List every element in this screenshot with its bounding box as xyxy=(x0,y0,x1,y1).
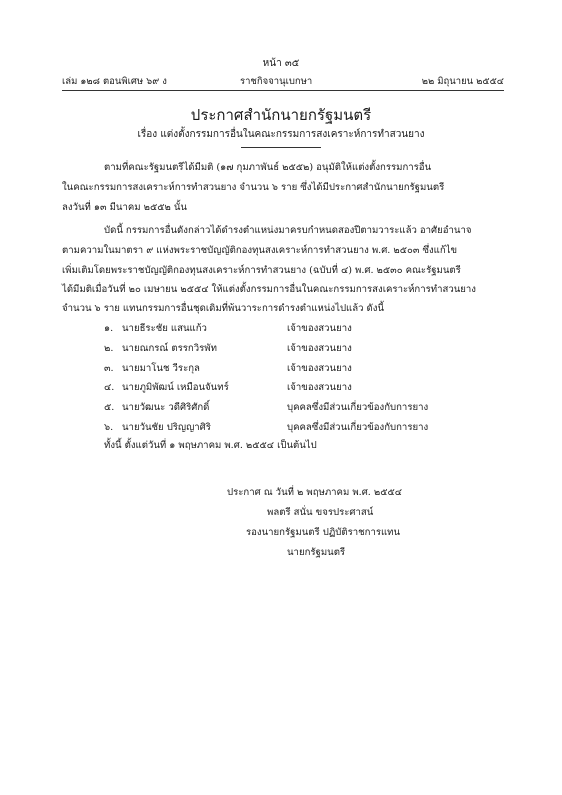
member-name: นายณกรณ์ ตรรกวิรพัท xyxy=(122,343,217,354)
paragraph-line: จำนวน ๖ ราย แทนกรรมการอื่นชุดเดิมที่พ้นวาระการดำรงตำแหน่งไปแล้ว ดังนี้ xyxy=(62,303,385,314)
member-number: ๕. xyxy=(104,402,115,413)
signatory-name: พลตรี สนั่น ขจรประศาสน์ xyxy=(267,507,374,518)
member-number: ๒. xyxy=(104,343,114,354)
member-number: ๓. xyxy=(104,363,114,374)
member-role: เจ้าของสวนยาง xyxy=(287,382,352,393)
publication-name: ราชกิจจานุเบกษา xyxy=(240,76,313,87)
member-name: นายภูมิพัฒน์ เหมือนจันทร์ xyxy=(122,382,229,393)
paragraph-line: ตามความในมาตรา ๙ แห่งพระราชบัญญัติกองทุนสงเคราะห์การทำสวนยาง พ.ศ. ๒๕๐๓ ซึ่งแก้ไข xyxy=(62,245,458,256)
member-number: ๔. xyxy=(104,382,115,393)
paragraph-line: ตามที่คณะรัฐมนตรีได้มีมติ (๑๗ กุมภาพันธ์ ๒๕๕๒) อนุมัติให้แต่งตั้งกรรมการอื่น xyxy=(104,162,432,173)
member-name: นายธีระชัย แสนแก้ว xyxy=(122,323,207,334)
member-role: เจ้าของสวนยาง xyxy=(287,363,352,374)
signatory-position-title: นายกรัฐมนตรี xyxy=(287,547,346,558)
paragraph-line: เพิ่มเติมโดยพระราชบัญญัติกองทุนสงเคราะห์การทำสวนยาง (ฉบับที่ ๔) พ.ศ. ๒๕๓๐ คณะรัฐมนตรี xyxy=(62,265,461,276)
paragraph-line: ในคณะกรรมการสงเคราะห์การทำสวนยาง จำนวน ๖ ราย ซึ่งได้มีประกาศสำนักนายกรัฐมนตรี xyxy=(62,182,445,193)
member-role: เจ้าของสวนยาง xyxy=(287,323,352,334)
effective-date-text: ทั้งนี้ ตั้งแต่วันที่ ๑ พฤษภาคม พ.ศ. ๒๕๕๔ เป็นต้นไป xyxy=(104,440,317,451)
paragraph-line: ได้มีมติเมื่อวันที่ ๒๐ เมษายน ๒๕๕๔ ให้แต่งตั้งกรรมการอื่นในคณะกรรมการสงเคราะห์การทำสวนยาง xyxy=(62,284,476,295)
member-number: ๑. xyxy=(104,323,114,334)
member-role: บุคคลซึ่งมีส่วนเกี่ยวข้องกับการยาง xyxy=(287,402,429,413)
member-role: บุคคลซึ่งมีส่วนเกี่ยวข้องกับการยาง xyxy=(287,422,429,433)
header-divider xyxy=(62,90,504,91)
member-name: นายวัฒนะ วดีศิริศักดิ์ xyxy=(122,402,210,413)
paragraph-line: ลงวันที่ ๑๓ มีนาคม ๒๕๕๒ นั้น xyxy=(62,202,187,213)
publication-date: ๒๒ มิถุนายน ๒๕๕๔ xyxy=(421,76,504,87)
member-role: เจ้าของสวนยาง xyxy=(287,343,352,354)
member-name: นายวันชัย ปริญญาศิริ xyxy=(122,422,211,433)
paragraph-line: บัดนี้ กรรมการอื่นดังกล่าวได้ดำรงตำแหน่งมาครบกำหนดสองปีตามวาระแล้ว อาศัยอำนาจ xyxy=(104,225,472,236)
member-number: ๖. xyxy=(104,422,114,433)
title-divider xyxy=(241,147,321,148)
signatory-position: รองนายกรัฐมนตรี ปฏิบัติราชการแทน xyxy=(246,527,401,538)
document-title: ประกาศสำนักนายกรัฐมนตรี xyxy=(190,106,372,124)
member-name: นายมาโนช วีระกุล xyxy=(122,363,200,374)
volume-info: เล่ม ๑๒๘ ตอนพิเศษ ๖๙ ง xyxy=(62,76,167,87)
gazette-header xyxy=(62,74,504,88)
announcement-date: ประกาศ ณ วันที่ ๒ พฤษภาคม พ.ศ. ๒๕๕๔ xyxy=(227,487,403,498)
document-subject: เรื่อง แต่งตั้งกรรมการอื่นในคณะกรรมการสงเคราะห์การทำสวนยาง xyxy=(137,129,425,140)
page-number: หน้า ๓๕ xyxy=(262,58,300,69)
